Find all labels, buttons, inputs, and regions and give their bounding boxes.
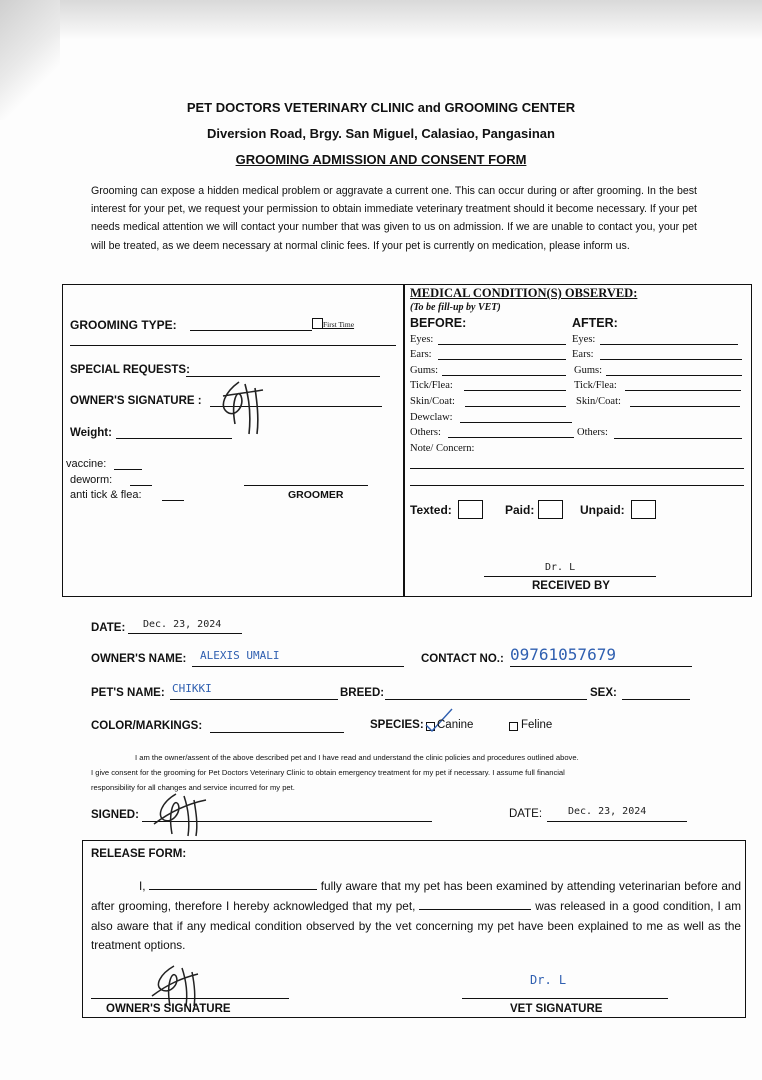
vet-signature-value: Dr. L <box>530 973 567 987</box>
contact-label: CONTACT NO.: <box>421 653 504 665</box>
anti-tick-line[interactable] <box>162 500 184 501</box>
first-time-checkbox[interactable] <box>312 318 323 329</box>
after-eyes: Eyes: <box>572 334 596 345</box>
after-label: AFTER: <box>572 316 618 330</box>
pet-name-label: PET'S NAME: <box>91 687 165 699</box>
intro-paragraph: Grooming can expose a hidden medical problem or aggravate a current one. This can occur during or after grooming. In the best interest for your pet, we request your permission to obtain immediate veterinary treatment should it become necessary. If your pet needs medical attention we will contact your number that was given to us on admission. If we are unable to contact you, your pet will be treated, as we deem necessary at normal clinic fees. If your pet is currently on medication, please inform us. <box>91 185 697 252</box>
vaccine-line[interactable] <box>114 469 142 470</box>
before-skincoat: Skin/Coat: <box>410 396 455 407</box>
feline-checkbox[interactable] <box>509 722 518 731</box>
contact-line[interactable] <box>510 666 692 667</box>
clinic-name: PET DOCTORS VETERINARY CLINIC and GROOMING CENTER <box>186 100 576 115</box>
release-pet-blank[interactable] <box>419 898 531 910</box>
deworm-label: deworm: <box>70 474 113 486</box>
after-gums-line[interactable] <box>606 375 742 376</box>
texted-label: Texted: <box>410 503 452 517</box>
grooming-type-line[interactable] <box>190 330 312 331</box>
color-markings-line[interactable] <box>210 732 344 733</box>
paid-checkbox[interactable] <box>538 500 563 519</box>
after-ears-line[interactable] <box>600 359 742 360</box>
after-tickflea: Tick/Flea: <box>574 380 617 391</box>
owner-name-label: OWNER'S NAME: <box>91 653 187 665</box>
received-by-label: RECEIVED BY <box>532 580 610 592</box>
release-paragraph <box>91 877 741 956</box>
grooming-type-line-2[interactable] <box>70 345 396 346</box>
after-eyes-line[interactable] <box>600 344 738 345</box>
breed-label: BREED: <box>340 687 385 699</box>
release-title: RELEASE FORM: <box>91 848 187 860</box>
owner-name-value: ALEXIS UMALI <box>200 649 280 662</box>
canine-label: Canine <box>437 719 474 731</box>
owner-release-signature-label: OWNER'S SIGNATURE <box>106 1003 231 1015</box>
received-by-value: Dr. L <box>545 562 576 573</box>
after-skincoat-line[interactable] <box>630 406 740 407</box>
received-by-line[interactable] <box>484 576 656 577</box>
consent-date-value: Dec. 23, 2024 <box>568 806 647 817</box>
owner-signature-scribble <box>215 378 265 438</box>
deworm-line[interactable] <box>130 485 152 486</box>
clinic-address: Diversion Road, Brgy. San Miguel, Calasiao, Pangasinan <box>207 126 555 141</box>
before-skincoat-line[interactable] <box>465 406 566 407</box>
anti-tick-label: anti tick & flea: <box>70 489 142 501</box>
before-eyes: Eyes: <box>410 334 434 345</box>
color-markings-label: COLOR/MARKINGS: <box>91 720 203 732</box>
before-others: Others: <box>410 427 441 438</box>
note-line-2[interactable] <box>410 485 744 486</box>
after-ears: Ears: <box>572 349 594 360</box>
signed-signature-scribble <box>150 790 210 840</box>
date-line[interactable] <box>128 633 242 634</box>
consent-date-label: DATE: <box>509 808 543 820</box>
special-requests-line[interactable] <box>186 376 380 377</box>
before-gums-line[interactable] <box>442 375 566 376</box>
date-value: Dec. 23, 2024 <box>143 619 222 630</box>
note-concern-label: Note/ Concern: <box>410 443 475 454</box>
before-dewclaw-line[interactable] <box>460 422 572 423</box>
date-label: DATE: <box>91 622 126 634</box>
unpaid-checkbox[interactable] <box>631 500 656 519</box>
consent-line-3: responsibility for all changes and service incurred for my pet. <box>91 783 295 792</box>
box-divider <box>403 285 405 596</box>
paid-label: Paid: <box>505 503 535 517</box>
pet-name-value: CHIKKI <box>172 682 212 695</box>
before-ears: Ears: <box>410 349 432 360</box>
grooming-type-label: GROOMING TYPE: <box>70 318 177 332</box>
vaccine-label: vaccine: <box>66 458 107 470</box>
feline-label: Feline <box>521 719 553 731</box>
consent-line-1: I am the owner/assent of the above described pet and I have read and understand the clinic policies and procedures outlined above. <box>135 753 579 762</box>
note-line-1[interactable] <box>410 468 744 469</box>
before-label: BEFORE: <box>410 316 467 330</box>
after-tickflea-line[interactable] <box>625 390 741 391</box>
consent-line-2: I give consent for the grooming for Pet Doctors Veterinary Clinic to obtain emergency treatment for my pet if necessary. I assume full financial <box>91 768 565 777</box>
release-owner-blank[interactable] <box>149 878 317 890</box>
after-gums: Gums: <box>574 365 603 376</box>
paper-curl-top <box>0 0 762 40</box>
before-eyes-line[interactable] <box>438 344 566 345</box>
unpaid-label: Unpaid: <box>580 503 625 517</box>
medical-title: MEDICAL CONDITION(S) OBSERVED: <box>410 286 638 300</box>
signed-label: SIGNED: <box>91 809 139 821</box>
release-text-a: fully aware that my pet has been examined by attending veterinarian before and after grooming, therefore I hereby acknowledged that my pet, <box>91 879 742 913</box>
breed-line[interactable] <box>385 699 587 700</box>
vet-signature-line[interactable] <box>462 998 668 999</box>
weight-label: Weight: <box>70 427 112 439</box>
species-label: SPECIES: <box>370 719 424 731</box>
sex-line[interactable] <box>622 699 690 700</box>
before-tickflea-line[interactable] <box>464 390 566 391</box>
release-text-b: was released in a good condition, I am also aware that if any medical condition observed by the vet concerning my pet have been explained to me as well as the treatment options. <box>91 898 742 953</box>
sex-label: SEX: <box>590 687 617 699</box>
weight-line[interactable] <box>116 438 232 439</box>
texted-checkbox[interactable] <box>458 500 483 519</box>
before-ears-line[interactable] <box>438 359 566 360</box>
owner-release-signature-line[interactable] <box>91 998 289 999</box>
owner-name-line[interactable] <box>192 666 404 667</box>
pet-name-line[interactable] <box>170 699 338 700</box>
release-i: I, <box>139 879 146 893</box>
special-requests-label: SPECIAL REQUESTS: <box>70 364 190 376</box>
before-others-line[interactable] <box>448 437 574 438</box>
before-gums: Gums: <box>410 365 439 376</box>
vet-signature-label: VET SIGNATURE <box>510 1003 603 1015</box>
after-others: Others: <box>577 427 608 438</box>
owner-signature-label: OWNER'S SIGNATURE : <box>70 395 202 407</box>
contact-value: 09761057679 <box>510 645 616 664</box>
first-time-label: First Time <box>323 320 355 329</box>
groomer-label: GROOMER <box>288 489 344 501</box>
form-title: GROOMING ADMISSION AND CONSENT FORM <box>235 152 527 167</box>
after-skincoat: Skin/Coat: <box>576 396 621 407</box>
groomer-line[interactable] <box>244 485 368 486</box>
consent-date-line[interactable] <box>547 821 687 822</box>
before-tickflea: Tick/Flea: <box>410 380 453 391</box>
medical-subtitle: (To be fill-up by VET) <box>410 302 501 313</box>
before-dewclaw: Dewclaw: <box>410 412 453 423</box>
after-others-line[interactable] <box>614 438 742 439</box>
